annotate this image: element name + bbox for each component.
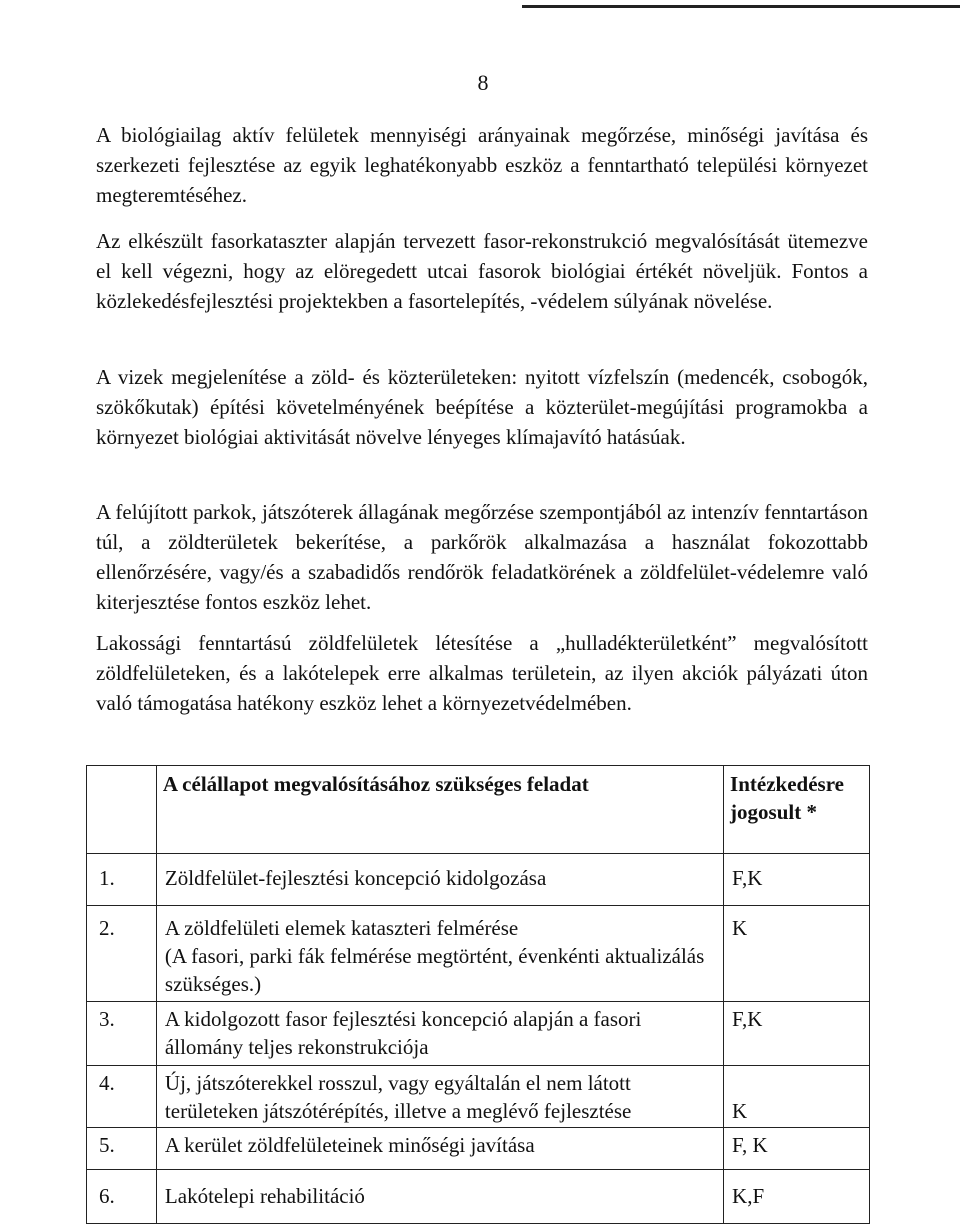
- page-number: 8: [477, 70, 489, 95]
- row-authority: F,K: [724, 1002, 870, 1066]
- row-task-line: A kerület zöldfelületeinek minőségi javítása: [164, 1133, 535, 1157]
- row-task-line: Lakótelepi rehabilitáció: [164, 1184, 365, 1208]
- row-authority: K: [724, 906, 870, 1002]
- row-task: [156, 1128, 723, 1170]
- paragraph-biological-surfaces: A biológiailag aktív felületek mennyiségi arányainak megőrzése, minőségi javítása és szerkezeti fejlesztése az egyik leghatékonyabb eszköz a fenntartható települési környezet megteremtéséhez.: [96, 123, 868, 207]
- row-task: [156, 1066, 723, 1128]
- row-task-line: Zöldfelület-fejlesztési koncepció kidolgozása: [164, 866, 547, 890]
- header-authority-line2: jogosult *: [730, 800, 817, 824]
- paragraph-tree-rows: Az elkészült fasorkataszter alapján tervezett fasor-rekonstrukció megvalósítását ütemezve el kell végezni, hogy az elöregedett utcai fasorok biológiai értékét növeljük. Fontos a közlekedésfejlesztési projektekben a fasortelepítés, -védelem súlyának növelése.: [96, 229, 868, 313]
- table-header-row: [87, 766, 870, 854]
- header-authority-cell: [724, 766, 870, 854]
- row-task: [156, 854, 723, 906]
- row-authority: K,F: [724, 1170, 870, 1224]
- header-task-cell: A célállapot megvalósításához szükséges feladat: [156, 766, 723, 854]
- table-row: [87, 1170, 870, 1224]
- row-number: 5.: [87, 1128, 157, 1170]
- paragraph-community-green-areas: Lakossági fenntartású zöldfelületek létesítése a „hulladékterületként” megvalósított zöldfelületeken, és a lakótelepek erre alkalmas területein, az ilyen akciók pályázati úton való támogatása hatékony eszköz lehet a környezetvédelmében.: [96, 631, 868, 715]
- table-row: [87, 906, 870, 1002]
- row-number: 6.: [87, 1170, 157, 1224]
- row-authority: F, K: [724, 1128, 870, 1170]
- row-task: [156, 1170, 723, 1224]
- header-number-cell: [87, 766, 157, 854]
- table-row: [87, 1066, 870, 1128]
- row-task-line: (A fasori, parki fák felmérése megtörtént, évenkénti aktualizálás szükséges.): [164, 944, 705, 996]
- row-number: 3.: [87, 1002, 157, 1066]
- row-task: [156, 906, 723, 1002]
- table-row: [87, 854, 870, 906]
- row-task: [156, 1002, 723, 1066]
- row-task-line: Új, játszóterekkel rosszul, vagy egyáltalán el nem látott területeken játszótérépítés, illetve a meglévő fejlesztése: [164, 1071, 632, 1123]
- row-number: 2.: [87, 906, 157, 1002]
- row-task-line: A zöldfelületi elemek kataszteri felmérése: [164, 916, 519, 940]
- paragraph-water-features: A vizek megjelenítése a zöld- és közterületeken: nyitott vízfelszín (medencék, csobogók, szökőkutak) építési követelményének beépítése a közterület-megújítási programokba a környezet biológiai aktivitását növelve lényeges klímajavító hatásúak.: [96, 365, 868, 449]
- row-number: 4.: [87, 1066, 157, 1128]
- top-rule: [522, 5, 960, 8]
- row-number: 1.: [87, 854, 157, 906]
- tasks-table: [86, 765, 870, 1224]
- header-authority-line1: Intézkedésre: [730, 772, 844, 796]
- row-task-line: A kidolgozott fasor fejlesztési koncepció alapján a fasori állomány teljes rekonstrukciója: [164, 1007, 642, 1059]
- row-authority: F,K: [724, 854, 870, 906]
- table-row: [87, 1128, 870, 1170]
- row-authority: K: [724, 1066, 870, 1128]
- paragraph-park-maintenance: A felújított parkok, játszóterek állagának megőrzése szempontjából az intenzív fenntartáson túl, a zöldterületek bekerítése, a parkőrök alkalmazása a használat fokozottabb ellenőrzésére, vagy/és a szabadidős rendőrök feladatkörének a zöldfelület-védelemre való kiterjesztése fontos eszköz lehet.: [96, 500, 868, 614]
- table-row: [87, 1002, 870, 1066]
